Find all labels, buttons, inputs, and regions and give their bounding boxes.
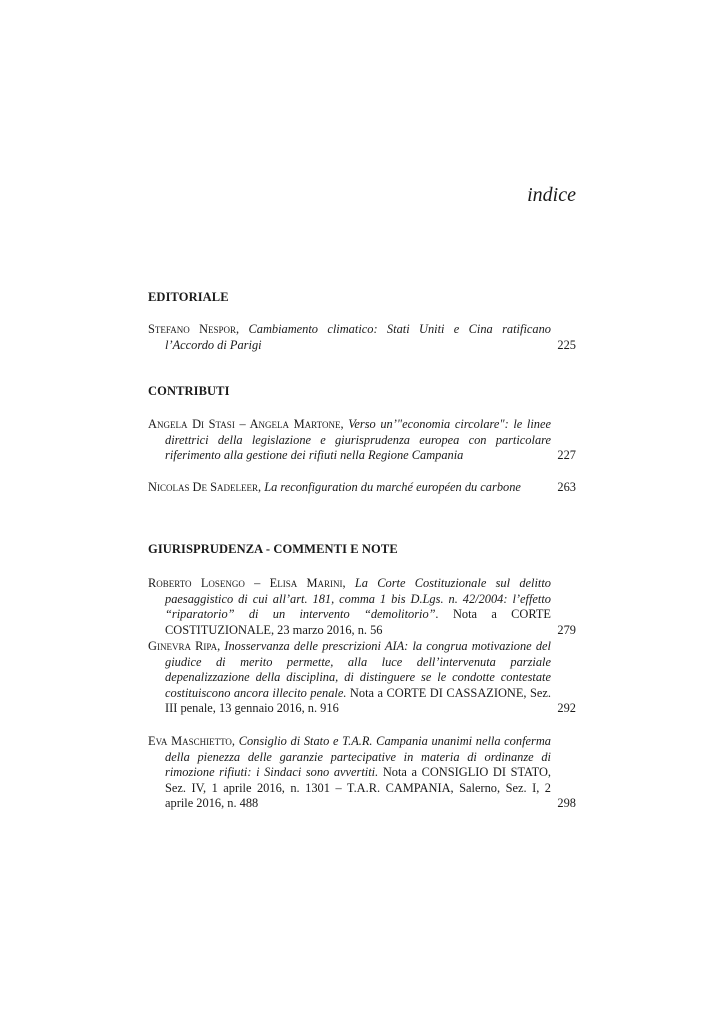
entry-authors: Roberto Losengo – Elisa Marini, (148, 576, 346, 590)
entry-note: Nota a CORTE COSTITUZIONALE, 23 marzo 2016, n. 56 (165, 607, 551, 637)
entry-title: Verso un’"economia circolare": le linee direttrici della legislazione e giurisprudenza europea con particolare riferimento alla gestione dei rifiuti nella Regione Campania (165, 417, 551, 463)
entry-text (148, 576, 551, 638)
entry-text (148, 480, 551, 496)
entry-page-number: 298 (557, 796, 576, 811)
entry-page-number: 292 (557, 701, 576, 716)
entry-authors: Ginevra Ripa, (148, 639, 221, 653)
entry-page-number: 263 (557, 480, 576, 494)
toc-entry[interactable] (148, 639, 580, 717)
entry-authors: Stefano Nespor, (148, 322, 240, 336)
entry-title: La Corte Costituzionale sul delitto paesaggistico di cui all’art. 181, comma 1 bis D.Lgs. n. 42/2004: l’effetto “riparatorio” di un intervento “demolitorio”. (165, 576, 551, 622)
toc-entry[interactable] (148, 576, 580, 638)
entry-text (148, 417, 551, 464)
entry-authors: Nicolas De Sadeleer, (148, 480, 262, 494)
toc-entry[interactable] (148, 417, 580, 464)
entry-page-number: 227 (557, 448, 576, 463)
toc-entry[interactable] (148, 322, 580, 353)
entry-authors: Angela Di Stasi – Angela Martone, (148, 417, 344, 431)
entry-note: Nota a CORTE DI CASSAZIONE, Sez. III penale, 13 gennaio 2016, n. 916 (165, 685, 551, 716)
section-heading-contributi: CONTRIBUTI (148, 384, 230, 398)
entry-title: Cambiamento climatico: Stati Uniti e Cina ratificano l’Accordo di Parigi (165, 322, 551, 352)
entry-text (148, 734, 551, 812)
section-heading-editoriale: EDITORIALE (148, 290, 229, 304)
page-title: indice (527, 184, 576, 206)
entry-title: La reconfiguration du marché européen du carbone (264, 480, 521, 494)
section-heading-giurisprudenza: GIURISPRUDENZA - COMMENTI E NOTE (148, 542, 398, 556)
entry-text (148, 322, 551, 353)
toc-entry[interactable] (148, 480, 580, 496)
entry-title: Inosservanza delle prescrizioni AIA: la congrua motivazione del giudice di merito permette, alla luce dell’intervenuta parziale depenalizzazione della disciplina, di distinguere se le condotte contestate costituiscono ancora illecito penale. (165, 639, 551, 700)
entry-page-number: 225 (557, 337, 576, 352)
entry-note: Nota a CONSIGLIO DI STATO, Sez. IV, 1 aprile 2016, n. 1301 – T.A.R. CAMPANIA, Salerno, Sez. I, 2 aprile 2016, n. 488 (165, 765, 552, 811)
toc-entry[interactable] (148, 734, 580, 812)
entry-title: Consiglio di Stato e T.A.R. Campania unanimi nella conferma della pienezza delle garanzie partecipative in materia di ordinanze di rimozione rifiuti: i Sindaci sono avvertiti. (165, 734, 551, 780)
entry-authors: Eva Maschietto, (148, 734, 236, 748)
entry-page-number: 279 (557, 622, 576, 637)
entry-text (148, 639, 551, 717)
